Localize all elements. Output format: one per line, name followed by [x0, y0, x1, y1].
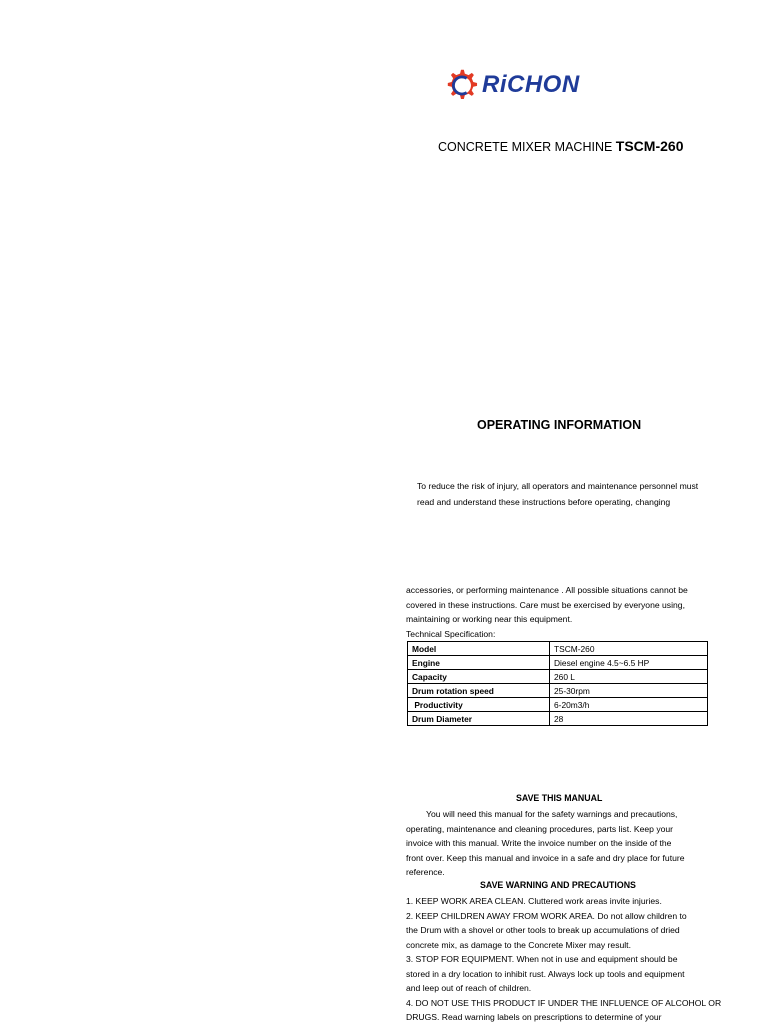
text-line: covered in these instructions. Care must be exercised by everyone using, — [406, 599, 685, 610]
body-paragraph — [406, 583, 688, 641]
title-model: TSCM-260 — [615, 138, 684, 154]
text-line: concrete mix, as damage to the Concrete Mixer may result. — [406, 939, 631, 950]
text-line: To reduce the risk of injury, all operators and maintenance personnel must — [417, 481, 699, 491]
warnings-list — [406, 894, 721, 1025]
text-line: and leep out of reach of children. — [406, 983, 532, 993]
spec-key: Engine — [408, 656, 550, 670]
spec-value: Diesel engine 4.5~6.5 HP — [550, 656, 708, 670]
spec-key: Productivity — [408, 698, 550, 712]
spec-label: Technical Specification: — [406, 628, 496, 639]
save-manual-heading: SAVE THIS MANUAL — [516, 793, 603, 803]
table-row — [408, 698, 708, 712]
technical-specification-table — [407, 641, 708, 726]
text-line: 3. STOP FOR EQUIPMENT. When not in use and equipment should be — [406, 954, 678, 964]
operating-information-heading: OPERATING INFORMATION — [477, 418, 642, 432]
text-line: the Drum with a shovel or other tools to break up accumulations of dried — [406, 925, 680, 935]
text-line: DRUGS. Read warning labels on prescriptions to determine of your — [406, 1012, 662, 1022]
text-line: operating, maintenance and cleaning procedures, parts list. Keep your — [406, 823, 674, 834]
text-line: You will need this manual for the safety warnings and precautions, — [426, 809, 678, 819]
text-line: 4. DO NOT USE THIS PRODUCT IF UNDER THE INFLUENCE OF ALCOHOL OR — [406, 997, 722, 1008]
text-line: maintaining or working near this equipment. — [406, 614, 573, 624]
table-row — [408, 684, 708, 698]
text-line: invoice with this manual. Write the invoice number on the inside of the — [406, 838, 672, 848]
text-line: reference. — [406, 867, 445, 877]
text-line: read and understand these instructions before operating, changing — [417, 497, 671, 507]
spec-value: TSCM-260 — [550, 642, 708, 656]
logo-wordmark: RiCHON — [482, 71, 580, 98]
document-title — [438, 138, 683, 154]
spec-key: Model — [408, 642, 550, 656]
text-line: stored in a dry location to inhibit rust. Always lock up tools and equipment — [406, 968, 685, 979]
warnings-heading: SAVE WARNING AND PRECAUTIONS — [480, 880, 636, 890]
spec-key: Capacity — [408, 670, 550, 684]
spec-value: 260 L — [550, 670, 708, 684]
table-row — [408, 712, 708, 726]
title-prefix: CONCRETE MIXER MACHINE — [438, 140, 616, 154]
spec-key: Drum rotation speed — [408, 684, 550, 698]
text-line: accessories, or performing maintenance . All possible situations cannot be — [406, 585, 688, 595]
text-line: front over. Keep this manual and invoice in a safe and dry place for future — [406, 852, 685, 863]
spec-value: 6-20m3/h — [550, 698, 708, 712]
intro-paragraph — [417, 478, 737, 510]
table-row — [408, 642, 708, 656]
richon-logo — [442, 66, 580, 104]
spec-key: Drum Diameter — [408, 712, 550, 726]
text-line: 1. KEEP WORK AREA CLEAN. Cluttered work areas invite injuries. — [406, 896, 662, 906]
text-line: 2. KEEP CHILDREN AWAY FROM WORK AREA. Do not allow children to — [406, 910, 687, 921]
save-manual-paragraph — [406, 807, 685, 880]
table-row — [408, 670, 708, 684]
spec-value: 25-30rpm — [550, 684, 708, 698]
gear-logo-icon — [442, 66, 480, 104]
table-row — [408, 656, 708, 670]
spec-value: 28 — [550, 712, 708, 726]
